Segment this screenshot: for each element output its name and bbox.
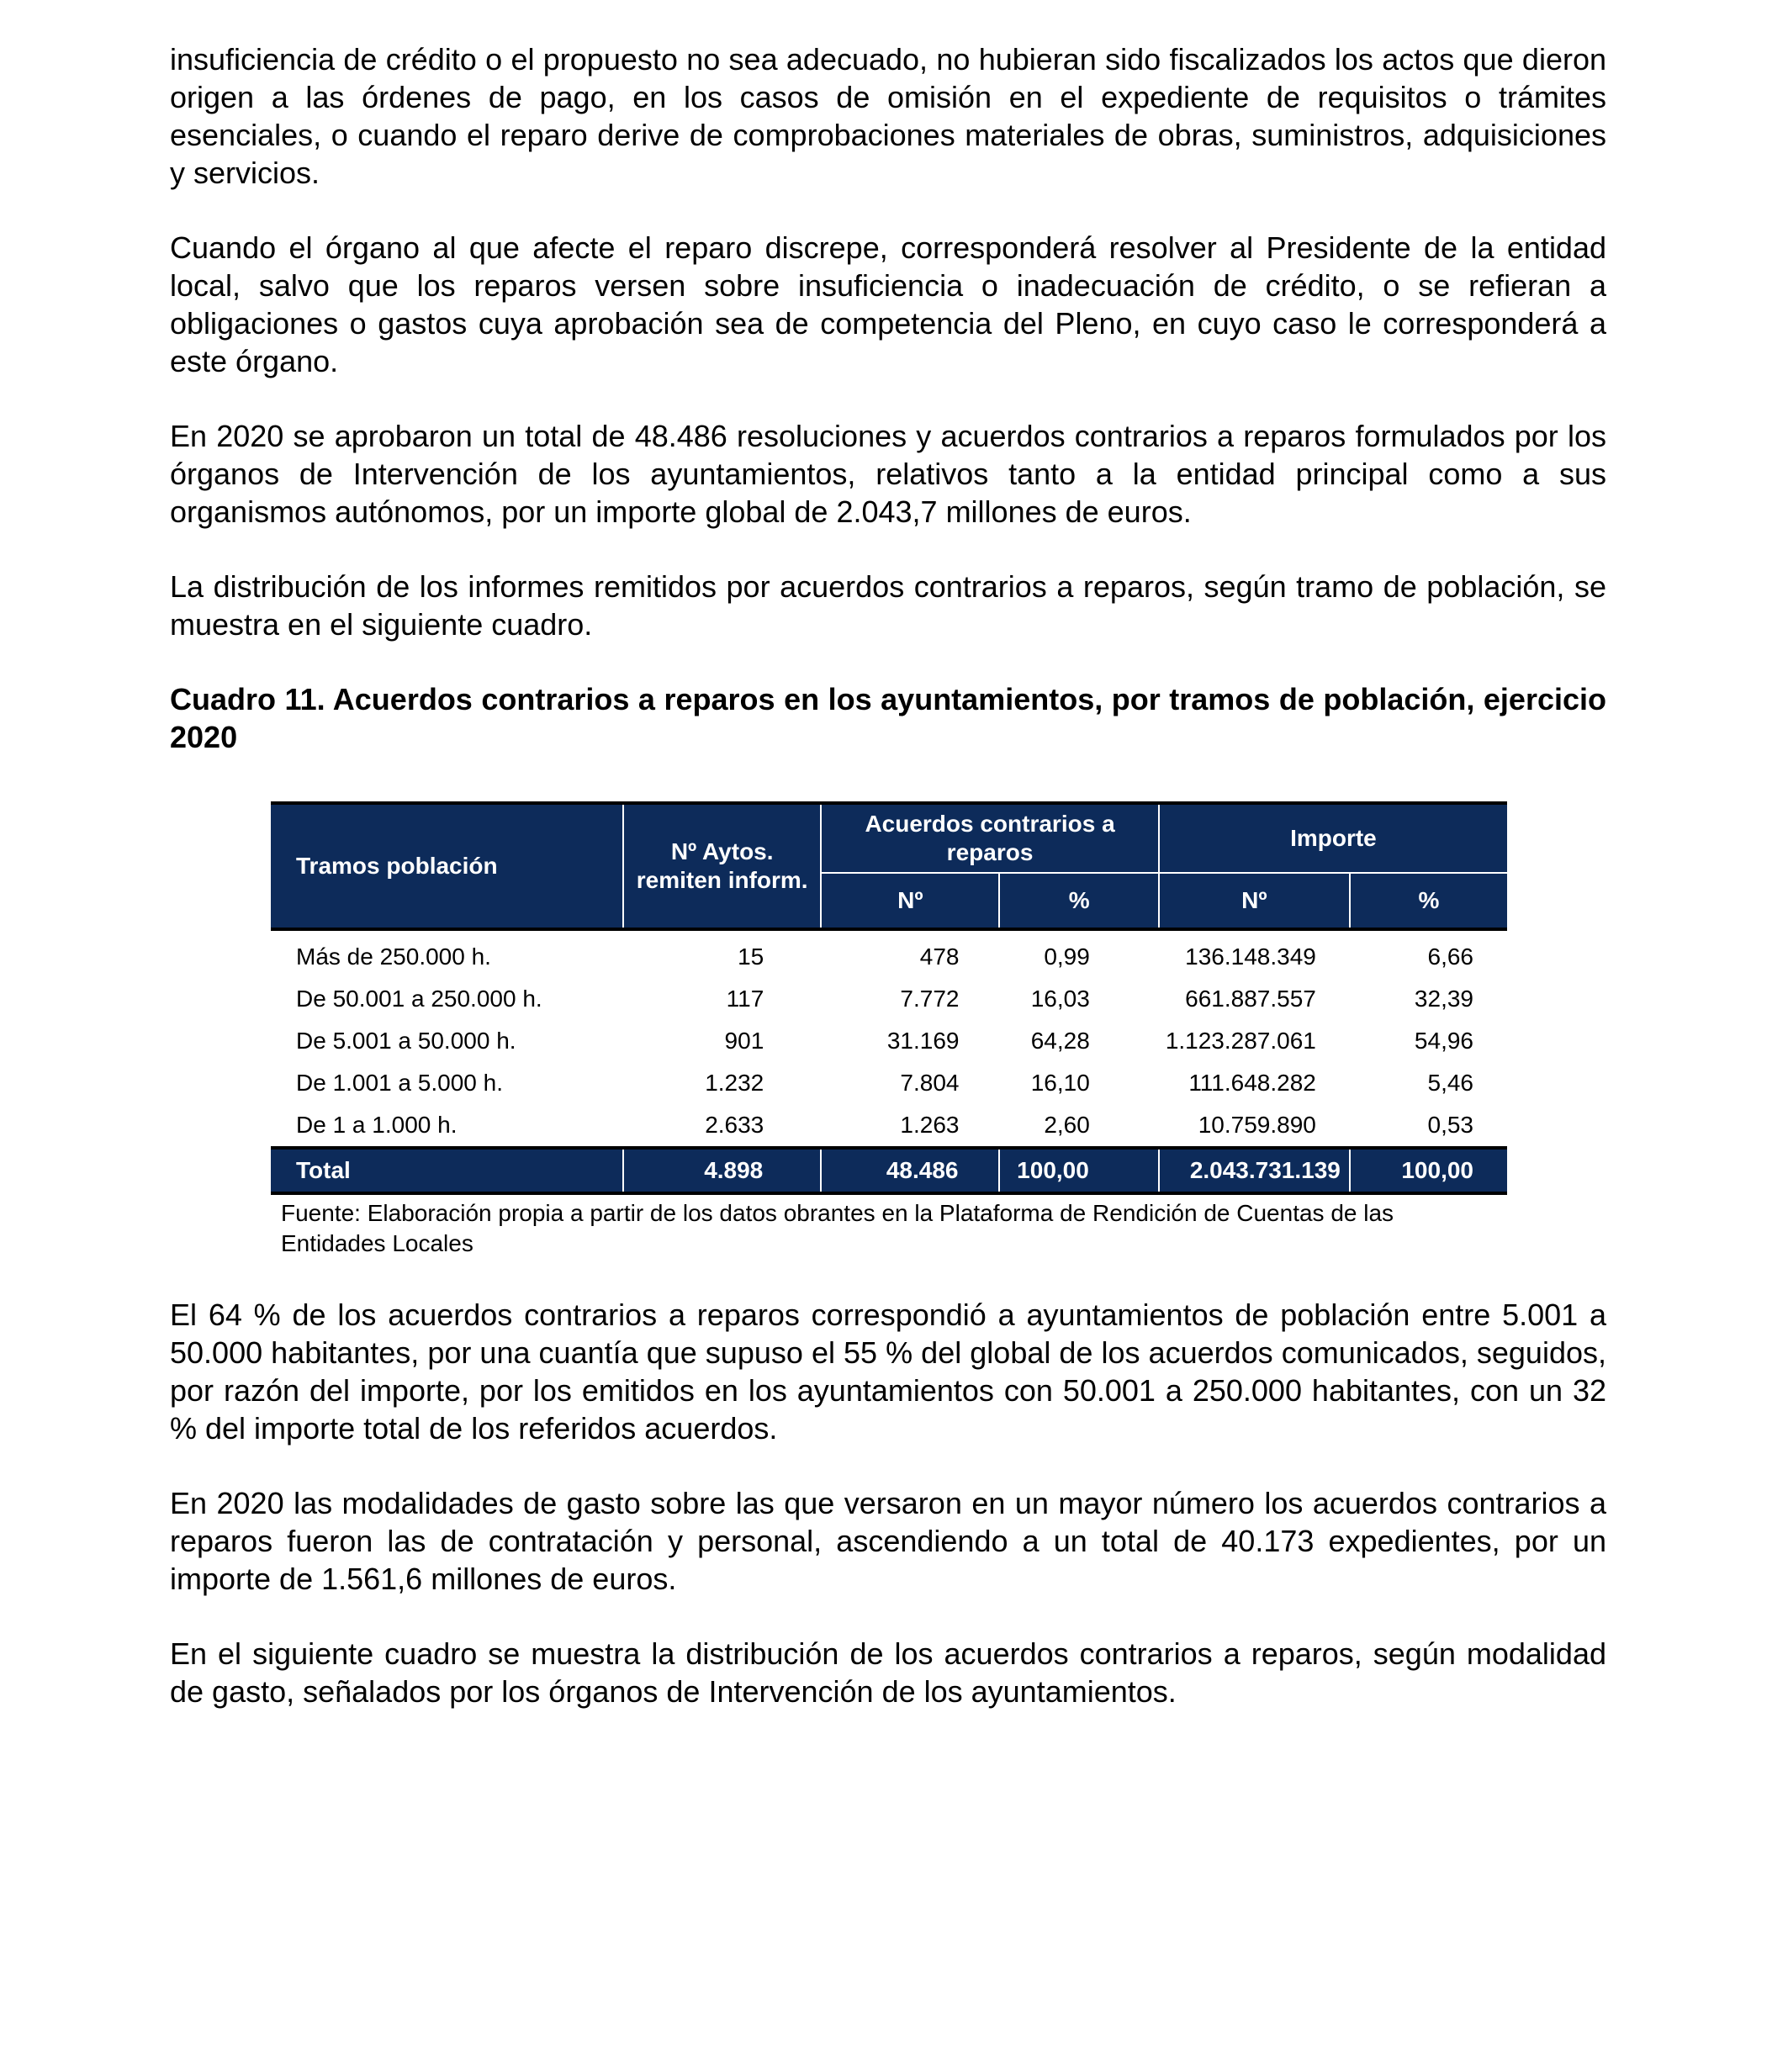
cell-tramo: De 1.001 a 5.000 h. bbox=[296, 1070, 503, 1096]
table-row bbox=[271, 1062, 1507, 1104]
header-importe-n: Nº bbox=[1159, 873, 1350, 929]
total-acuerdos-n: 48.486 bbox=[821, 1148, 999, 1193]
cell-aytos: 15 bbox=[738, 944, 764, 970]
population-table bbox=[271, 801, 1507, 1195]
table-title: Cuadro 11. Acuerdos contrarios a reparos en los ayuntamientos, por tramos de población, ejercicio 2020 bbox=[170, 682, 1606, 754]
total-label: Total bbox=[271, 1148, 623, 1193]
paragraph: En 2020 se aprobaron un total de 48.486 resoluciones y acuerdos contrarios a reparos formulados por los órganos de Intervención de los ayuntamientos, relativos tanto a la entidad principal como a sus organismos autónomos, por un importe global de 2.043,7 millones de euros. bbox=[170, 419, 1606, 529]
cell-acuerdos-n: 31.169 bbox=[886, 1028, 960, 1054]
document-page bbox=[170, 40, 1606, 1747]
total-importe-pct: 100,00 bbox=[1350, 1148, 1507, 1193]
cell-importe-n: 1.123.287.061 bbox=[1165, 1028, 1316, 1054]
paragraph: El 64 % de los acuerdos contrarios a reparos correspondió a ayuntamientos de población entre 5.001 a 50.000 habitantes, por una cuantía que supuso el 55 % del global de los acuerdos comunicados, seguidos, por razón del importe, por los emitidos en los ayuntamientos con 50.001 a 250.000 habitantes, con un 32 % del importe total de los referidos acuerdos. bbox=[170, 1298, 1606, 1446]
paragraph: En el siguiente cuadro se muestra la distribución de los acuerdos contrarios a reparos, según modalidad de gasto, señalados por los órganos de Intervención de los ayuntamientos. bbox=[170, 1636, 1606, 1709]
total-row bbox=[271, 1148, 1507, 1193]
header-acuerdos: Acuerdos contrarios a reparos bbox=[821, 803, 1159, 873]
cell-acuerdos-pct: 16,03 bbox=[1030, 986, 1090, 1012]
header-acuerdos-n: Nº bbox=[821, 873, 999, 929]
cell-importe-pct: 6,66 bbox=[1427, 944, 1473, 970]
cell-acuerdos-pct: 0,99 bbox=[1044, 944, 1090, 970]
cell-importe-pct: 54,96 bbox=[1414, 1028, 1473, 1054]
total-acuerdos-pct: 100,00 bbox=[999, 1148, 1158, 1193]
table-row bbox=[271, 1104, 1507, 1148]
cell-tramo: De 50.001 a 250.000 h. bbox=[296, 986, 542, 1012]
header-importe-pct: % bbox=[1350, 873, 1507, 929]
header-importe: Importe bbox=[1159, 803, 1507, 873]
cell-acuerdos-n: 1.263 bbox=[900, 1112, 960, 1138]
cell-acuerdos-n: 478 bbox=[919, 944, 960, 970]
cell-aytos: 2.633 bbox=[705, 1112, 764, 1138]
total-aytos: 4.898 bbox=[623, 1148, 821, 1193]
paragraph: Cuando el órgano al que afecte el reparo discrepe, corresponderá resolver al Presidente de la entidad local, salvo que los reparos versen sobre insuficiencia o inadecuación de crédito, o se refieran a obligaciones o gastos cuya aprobación sea de competencia del Pleno, en cuyo caso le corresponderá a este órgano. bbox=[170, 230, 1606, 378]
header-aytos: Nº Aytos. remiten inform. bbox=[623, 803, 821, 929]
table-container bbox=[271, 801, 1507, 1259]
total-importe-n: 2.043.731.139 bbox=[1159, 1148, 1350, 1193]
cell-importe-pct: 0,53 bbox=[1427, 1112, 1473, 1138]
cell-tramo: De 1 a 1.000 h. bbox=[296, 1112, 458, 1138]
cell-tramo: Más de 250.000 h. bbox=[296, 944, 491, 970]
paragraph: insuficiencia de crédito o el propuesto no sea adecuado, no hubieran sido fiscalizados los actos que dieron origen a las órdenes de pago, en los casos de omisión en el expediente de requisitos o trámites esenciales, o cuando el reparo derive de comprobaciones materiales de obras, suministros, adquisiciones y servicios. bbox=[170, 42, 1606, 190]
paragraph: En 2020 las modalidades de gasto sobre las que versaron en un mayor número los acuerdos contrarios a reparos fueron las de contratación y personal, ascendiendo a un total de 40.173 expedientes, por un importe de 1.561,6 millones de euros. bbox=[170, 1486, 1606, 1596]
paragraph: La distribución de los informes remitidos por acuerdos contrarios a reparos, según tramo de población, se muestra en el siguiente cuadro. bbox=[170, 569, 1606, 642]
cell-tramo: De 5.001 a 50.000 h. bbox=[296, 1028, 516, 1054]
header-tramos: Tramos población bbox=[271, 803, 623, 929]
cell-importe-n: 661.887.557 bbox=[1185, 986, 1316, 1012]
cell-importe-n: 111.648.282 bbox=[1188, 1070, 1316, 1096]
cell-importe-n: 136.148.349 bbox=[1185, 944, 1316, 970]
table-row bbox=[271, 978, 1507, 1020]
cell-importe-pct: 32,39 bbox=[1414, 986, 1473, 1012]
cell-aytos: 901 bbox=[724, 1028, 764, 1054]
cell-acuerdos-n: 7.772 bbox=[900, 986, 960, 1012]
cell-aytos: 1.232 bbox=[705, 1070, 764, 1096]
cell-acuerdos-pct: 16,10 bbox=[1030, 1070, 1090, 1096]
table-source-note: Fuente: Elaboración propia a partir de los datos obrantes en la Plataforma de Rendición de Cuentas de las Entidades Locales bbox=[281, 1200, 1394, 1256]
cell-importe-n: 10.759.890 bbox=[1198, 1112, 1316, 1138]
header-acuerdos-pct: % bbox=[999, 873, 1158, 929]
cell-importe-pct: 5,46 bbox=[1427, 1070, 1473, 1096]
table-row bbox=[271, 929, 1507, 978]
cell-acuerdos-pct: 64,28 bbox=[1030, 1028, 1090, 1054]
cell-acuerdos-pct: 2,60 bbox=[1044, 1112, 1090, 1138]
table-row bbox=[271, 1020, 1507, 1062]
cell-acuerdos-n: 7.804 bbox=[900, 1070, 960, 1096]
cell-aytos: 117 bbox=[726, 986, 764, 1012]
